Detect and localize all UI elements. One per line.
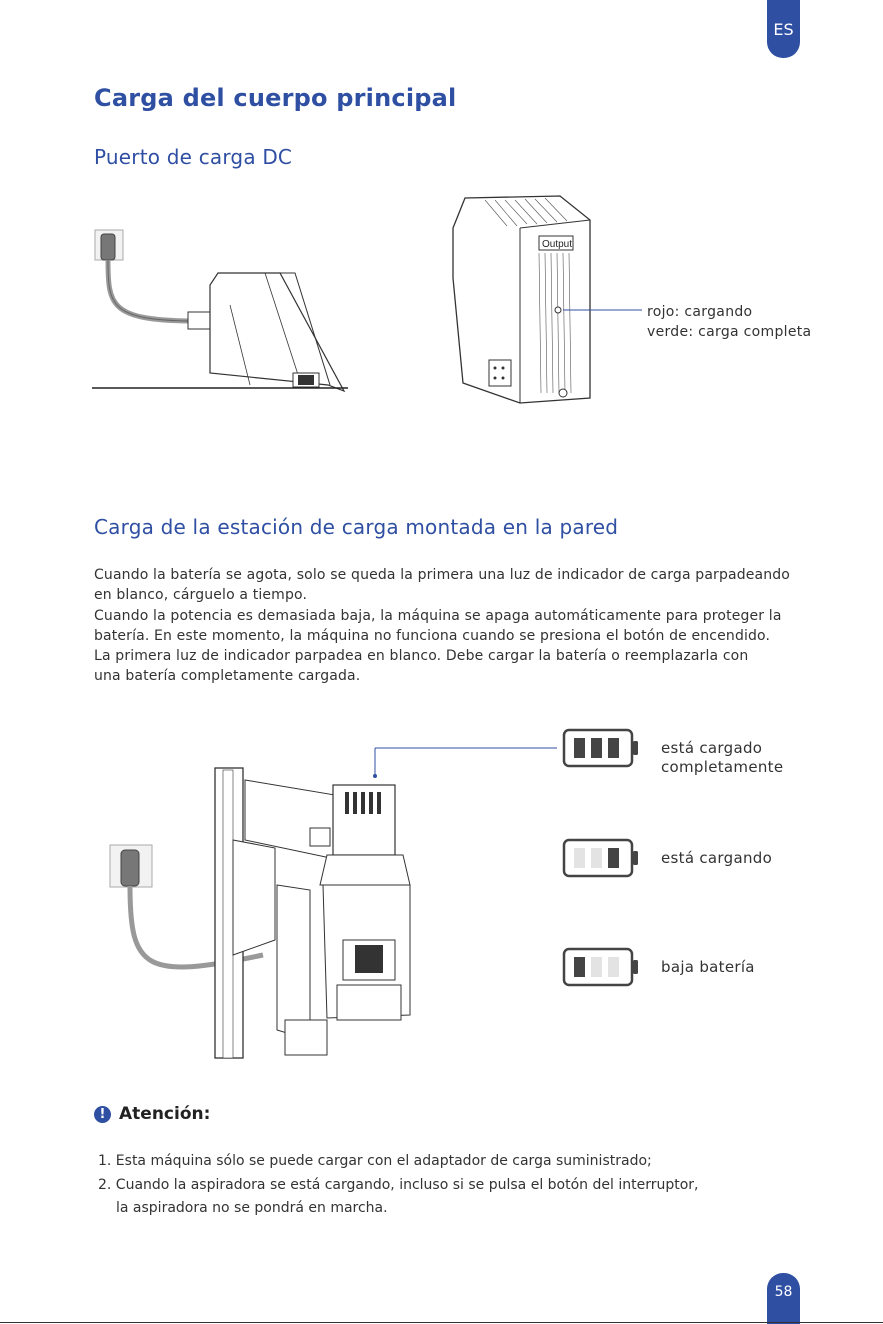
- attention-heading: [94, 1104, 210, 1124]
- battery-segment-lit: [608, 848, 619, 868]
- battery-segment-lit: [591, 738, 602, 758]
- page-number: 58: [774, 1284, 793, 1300]
- attention-notes: [98, 1150, 698, 1221]
- battery-label-line: baja batería: [661, 958, 755, 976]
- battery-icon: [564, 840, 638, 876]
- battery-label-line: está cargando: [661, 849, 773, 867]
- section-heading-wall-station: Carga de la estación de carga montada en la pared: [94, 515, 619, 539]
- battery-label-charging: [661, 849, 772, 868]
- led-state-green: verde: carga completa: [647, 324, 812, 340]
- note-item: 1. Esta máquina sólo se puede cargar con el adaptador de carga suministrado;: [98, 1153, 652, 1169]
- wall-station-illustration: [105, 740, 565, 1065]
- led-state-red: rojo: cargando: [647, 304, 753, 320]
- battery-segment-lit: [574, 957, 585, 977]
- led-status-legend: [647, 302, 811, 342]
- paragraph-line: Cuando la batería se agota, solo se queda la primera una luz de indicador de carga parpadeando: [94, 567, 791, 583]
- battery-segment-dim: [591, 957, 602, 977]
- exclamation-icon: !: [94, 1106, 111, 1123]
- battery-segment-lit: [574, 738, 585, 758]
- output-port-label: Output: [542, 239, 573, 250]
- battery-icon: [564, 949, 638, 985]
- page-number-tab: [767, 1273, 800, 1324]
- attention-title: Atención:: [119, 1104, 211, 1124]
- battery-tip: [633, 851, 638, 865]
- section-heading-dc-port: Puerto de carga DC: [94, 145, 293, 169]
- page-title: Carga del cuerpo principal: [94, 84, 457, 112]
- paragraph-line: una batería completamente cargada.: [94, 668, 361, 685]
- battery-segment-lit: [608, 738, 619, 758]
- dc-plug-illustration: [90, 225, 352, 395]
- battery-indicator-group: [560, 726, 650, 996]
- charging-instructions: [94, 565, 794, 687]
- battery-segment-dim: [608, 957, 619, 977]
- battery-label-line: está cargado: [661, 739, 763, 757]
- battery-segment-dim: [574, 848, 585, 868]
- battery-label-low: [661, 958, 755, 977]
- note-item: 2. Cuando la aspiradora se está cargando, incluso si se pulsa el botón del interruptor,: [98, 1176, 699, 1193]
- battery-tip: [633, 960, 638, 974]
- note-item-continuation: la aspiradora no se pondrá en marcha.: [116, 1200, 388, 1216]
- paragraph-line: La primera luz de indicador parpadea en blanco. Debe cargar la batería o reemplazarla con: [94, 648, 749, 665]
- battery-tip: [633, 741, 638, 755]
- language-code: ES: [773, 20, 794, 39]
- paragraph-line: en blanco, cárguelo a tiempo.: [94, 587, 308, 604]
- language-tab: [767, 0, 800, 58]
- page-bottom-rule: [0, 1322, 883, 1323]
- battery-label-full: [661, 739, 783, 777]
- battery-pack-illustration: [445, 188, 815, 410]
- battery-label-line: completamente: [661, 758, 784, 776]
- battery-icon: [564, 730, 638, 766]
- paragraph-line: batería. En este momento, la máquina no funciona cuando se presiona el botón de encendido.: [94, 627, 771, 644]
- battery-segment-dim: [591, 848, 602, 868]
- paragraph-line: Cuando la potencia es demasiada baja, la máquina se apaga automáticamente para proteger la: [94, 607, 782, 624]
